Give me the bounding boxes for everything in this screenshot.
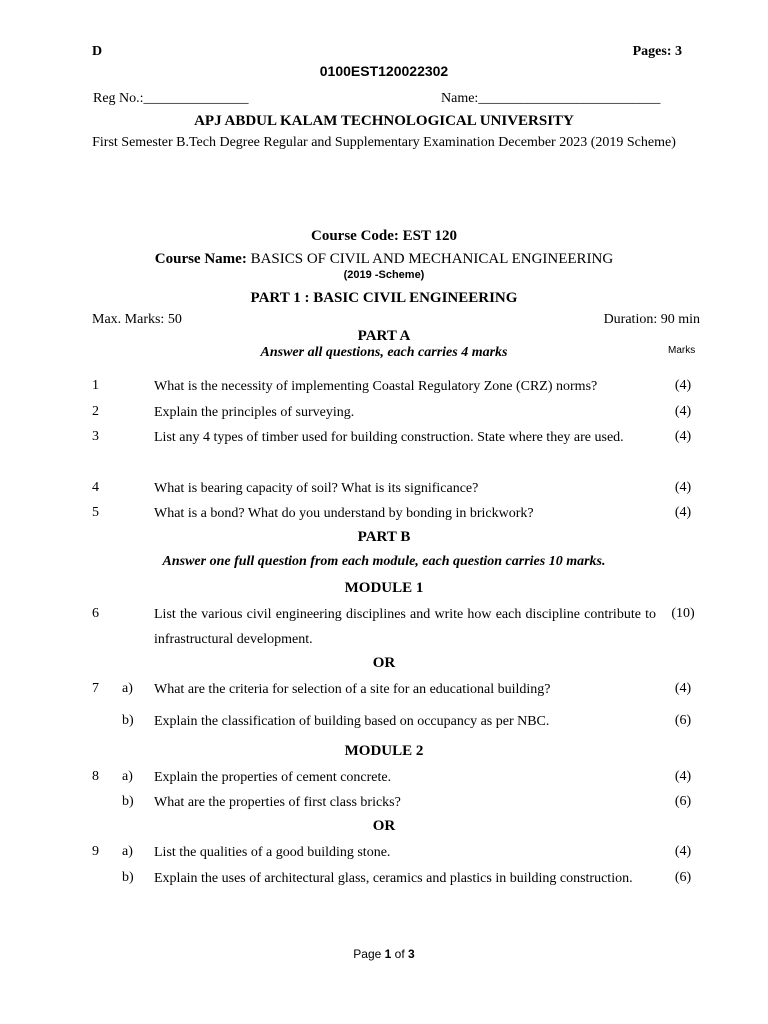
sub-question-label: a) — [122, 681, 133, 696]
course-code: Course Code: EST 120 — [311, 228, 457, 244]
question-text: What are the properties of first class bricks? — [154, 795, 401, 810]
sub-question-label: b) — [122, 794, 134, 809]
part-b-title: PART B — [357, 529, 411, 545]
question-marks: (4) — [674, 844, 692, 859]
question-number: 3 — [92, 429, 99, 444]
question-number: 9 — [92, 844, 99, 859]
part-a-title: PART A — [357, 328, 411, 344]
question-marks: (6) — [674, 713, 692, 728]
question-text: Explain the properties of cement concrete. — [154, 770, 392, 785]
question-number: 6 — [92, 606, 99, 621]
reg-no-field: Reg No.:_______________ — [93, 91, 249, 106]
or-divider: OR — [372, 818, 396, 834]
question-number: 5 — [92, 505, 99, 520]
page-current: 1 — [384, 947, 392, 961]
question-number: 2 — [92, 404, 99, 419]
question-text: List the various civil engineering disciplines and write how each discipline contribute to infrastructural development. — [154, 607, 656, 647]
question-marks: (10) — [671, 606, 695, 621]
page-count: Pages: 3 — [632, 44, 682, 59]
marks-column-label: Marks — [668, 345, 696, 356]
question-text: Explain the classification of building based on occupancy as per NBC. — [154, 714, 550, 729]
page-prefix: Page — [353, 947, 385, 961]
question-number: 4 — [92, 480, 99, 495]
question-text: What is the necessity of implementing Coastal Regulatory Zone (CRZ) norms? — [154, 379, 598, 394]
question-marks: (4) — [674, 378, 692, 393]
course-name-value: BASICS OF CIVIL AND MECHANICAL ENGINEERING — [250, 251, 614, 267]
sub-question-label: a) — [122, 769, 133, 784]
question-text: Explain the principles of surveying. — [154, 405, 355, 420]
question-marks: (4) — [674, 505, 692, 520]
question-marks: (4) — [674, 769, 692, 784]
question-marks: (6) — [674, 870, 692, 885]
part-a-instruction: Answer all questions, each carries 4 marks — [260, 345, 508, 360]
question-text: List the qualities of a good building stone. — [154, 845, 391, 860]
exam-title: First Semester B.Tech Degree Regular and Supplementary Examination December 2023 (2019 Scheme) — [92, 135, 676, 150]
paper-code: 0100EST120022302 — [319, 63, 449, 79]
part-b-instruction: Answer one full question from each module, each question carries 10 marks. — [162, 554, 606, 569]
question-text: What is bearing capacity of soil? What is its significance? — [154, 481, 479, 496]
question-number: 8 — [92, 769, 99, 784]
module-2-title: MODULE 2 — [344, 743, 424, 759]
question-marks: (4) — [674, 404, 692, 419]
question-text: List any 4 types of timber used for building construction. State where they are used. — [154, 430, 624, 445]
module-1-title: MODULE 1 — [344, 580, 424, 596]
question-number: 7 — [92, 681, 99, 696]
max-marks: Max. Marks: 50 — [92, 312, 182, 327]
sub-question-label: a) — [122, 844, 133, 859]
university-name: APJ ABDUL KALAM TECHNOLOGICAL UNIVERSITY — [194, 113, 574, 129]
part-title: PART 1 : BASIC CIVIL ENGINEERING — [250, 290, 518, 306]
question-text: Explain the uses of architectural glass, ceramics and plastics in building construction. — [154, 871, 633, 886]
page-of: of — [391, 947, 409, 961]
sub-question-label: b) — [122, 713, 134, 728]
question-marks: (4) — [674, 681, 692, 696]
question-text: What are the criteria for selection of a site for an educational building? — [154, 682, 551, 697]
course-name — [0, 251, 768, 268]
page-footer — [0, 947, 768, 961]
scheme-label: (2019 -Scheme) — [343, 269, 425, 281]
question-set-letter: D — [92, 44, 103, 59]
course-name-label: Course Name: — [154, 251, 251, 267]
question-marks: (4) — [674, 480, 692, 495]
or-divider: OR — [372, 655, 396, 671]
page-total: 3 — [408, 947, 415, 961]
sub-question-label: b) — [122, 870, 134, 885]
question-marks: (4) — [674, 429, 692, 444]
question-marks: (6) — [674, 794, 692, 809]
name-field: Name:__________________________ — [441, 91, 661, 106]
duration: Duration: 90 min — [603, 312, 700, 327]
question-number: 1 — [92, 378, 99, 393]
question-text: What is a bond? What do you understand by bonding in brickwork? — [154, 506, 534, 521]
